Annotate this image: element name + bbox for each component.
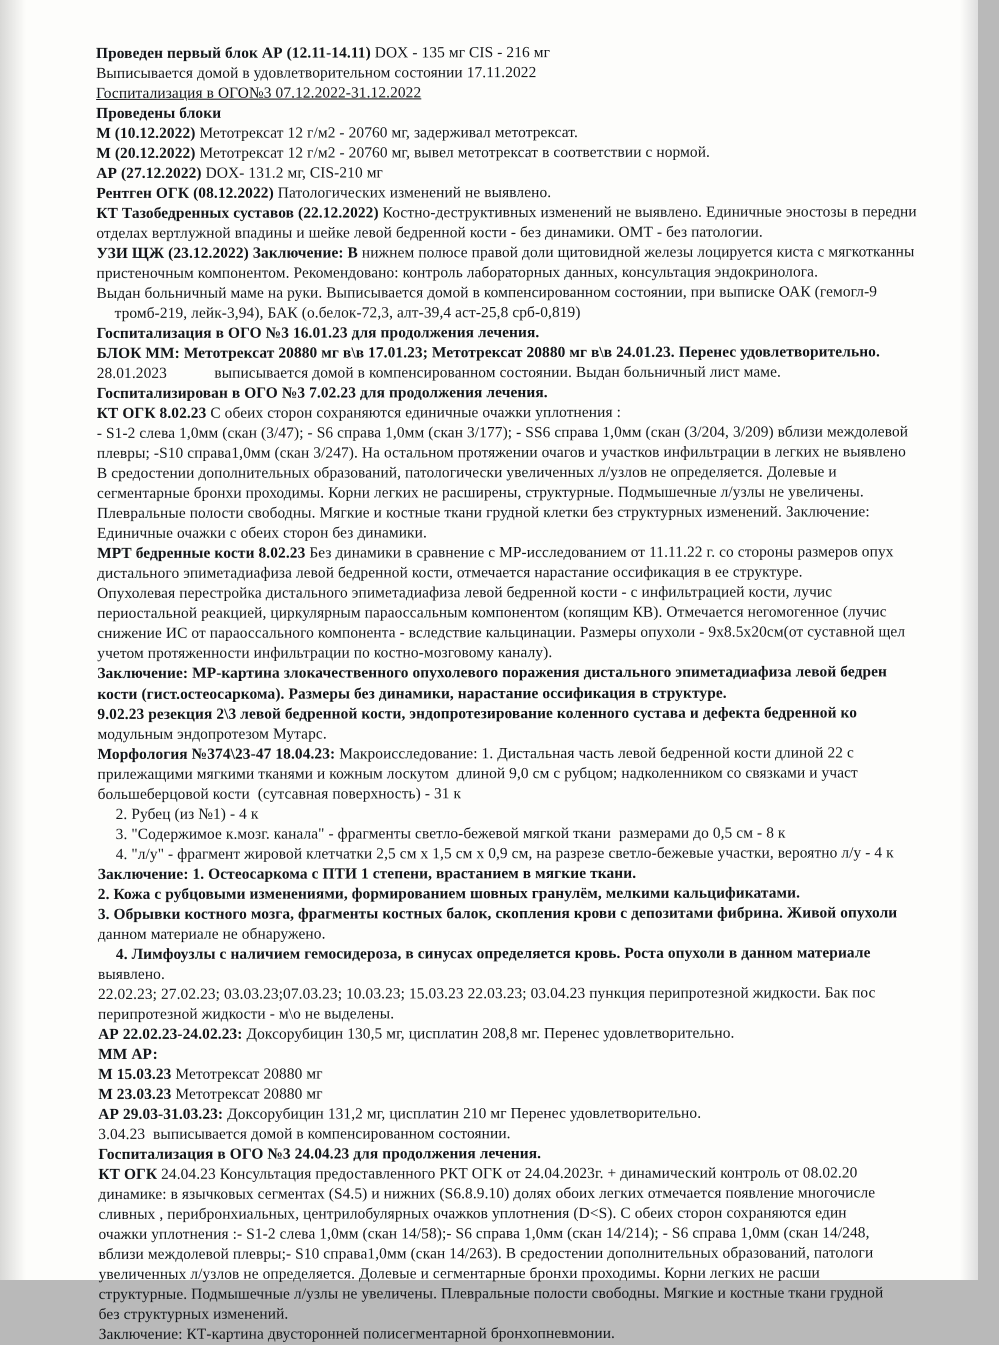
document-line-body-text: Без динамики в сравнение с МР-исследованием от 11.11.22 г. со стороны размеров опух — [305, 543, 894, 562]
document-body — [96, 42, 999, 1345]
document-line — [96, 202, 996, 224]
document-line — [96, 162, 996, 184]
document-line: Заключение: МР-картина злокачественного опухолевого поражения дистального эпиметадиафиза левой бедрен — [97, 663, 888, 683]
document-line: Выписывается домой в удовлетворительном состоянии 17.11.2022 — [96, 64, 537, 83]
document-line — [98, 1063, 998, 1085]
document-line: вблизи междолевой плевры;- S10 справа1,0мм (скан 14/263). В средостении дополнительных образований, патологи — [98, 1244, 874, 1263]
document-line: тромб-219, лейк-3,94), БАК (о.белок-72,3, алт-39,4 аст-25,8 срб-0,819) — [114, 304, 581, 323]
document-line-heading-text: КТ ОГК 8.02.23 — [96, 405, 207, 423]
document-line: Госпитализация в ОГО №3 24.04.23 для продолжения лечения. — [98, 1144, 542, 1163]
document-line-body-text: Патологических изменений не выявлено. — [273, 184, 552, 202]
document-line-body-text: С обеих сторон сохраняются единичные очажки уплотнения : — [206, 404, 621, 423]
document-line-heading-text: М (20.12.2022) — [96, 144, 196, 163]
document-line: большеберцовой кости (сутсавная поверхность) - 31 к — [97, 784, 462, 803]
document-line: дистального эпиметадиафиза левой бедренной кости, отмечается нарастание оссификация в ее структуре. — [97, 563, 803, 583]
document-line: Заключение: 1. Остеосаркома с ПТИ 1 степени, врастанием в мягкие ткани. — [97, 864, 637, 883]
document-line: 4. "л/у" - фрагмент жировой клетчатки 2,5 см х 1,5 см х 0,9 см, на разрезе светло-бежевые участки, вероятно л/у - 4 к — [115, 843, 894, 863]
document-line: периостальной реакцией, циркулярным параоссальным компонентом (копящим КВ). Отмечается негомогенное (лучис — [97, 603, 887, 623]
document-line: БЛОК ММ: Метотрексат 20880 мг в\в 17.01.23; Метотрексат 20880 мг в\в 24.01.23. Перенес удовлетворительно. — [96, 343, 880, 363]
document-line: прилежащими мягкими тканями и кожным лоскутом длиной 9,0 см с рубцом; надколенником со связками и участ — [97, 763, 858, 783]
document-line: данном материале не обнаружено. — [97, 925, 326, 943]
document-line: - S1-2 слева 1,0мм (скан (3/47); - S6 справа 1,0мм (скан 3/177); - SS6 справа 1,0мм (скан (3/204, 3/209) вблизи междолевой — [96, 423, 909, 443]
document-line-heading-text: КТ Тазобедренных суставов (22.12.2022) — [96, 204, 379, 223]
document-line: отделах вертлужной впадины и шейке левой бедренной кости - без динамики. ОМТ - без патологии. — [96, 223, 763, 243]
document-line-heading-text: М 15.03.23 — [98, 1065, 172, 1083]
document-line: модульным эндопротезом Мутарс. — [97, 725, 327, 743]
document-line: 28.01.2023 выписывается домой в компенсированном состоянии. Выдан больничный лист маме. — [96, 363, 782, 383]
document-line: без структурных изменений. — [98, 1305, 289, 1323]
document-line-heading-text: МРТ бедренные кости 8.02.23 — [97, 544, 306, 563]
document-line: кости (гист.остеосаркома). Размеры без динамики, нарастание оссификация в структуре. — [97, 684, 727, 703]
document-line-body-text: Метотрексат 12 г/м2 - 20760 мг, вывел метотрексат в соответствии с нормой. — [195, 143, 711, 162]
document-line: плевры; -S10 справа1,0мм (скан 3/247). На остальном протяжении очагов и участков инфильтрации в легких не выявлено — [96, 443, 906, 463]
document-line-body-text: нижнем полюсе правой доли щитовидной железы лоцируется киста с мягкотканны — [357, 243, 915, 262]
document-line: Опухолевая перестройка дистального эпиметадиафиза левой бедренной кости - с инфильтрацией кости, лучис — [97, 583, 833, 603]
document-line: выявлено. — [97, 965, 165, 983]
document-line: 22.02.23; 27.02.23; 03.03.23;07.03.23; 10.03.23; 15.03.23 22.03.23; 03.04.23 пункция перипротезной жидкости. Бак пос — [97, 984, 876, 1003]
document-line-body-text: Доксорубицин 131,2 мг, цисплатин 210 мг Перенес удовлетворительно. — [223, 1104, 702, 1123]
document-line: снижение ИС от параоссального компонента - вследствие кальцинации. Размеры опухоли - 9х8.5х20см(от суставной щел — [97, 623, 906, 643]
document-line: структурные. Подмышечные л/узлы не увеличены. Плевральные полости свободны. Мягкие и костные ткани грудной — [98, 1284, 884, 1303]
document-line: перипротезной жидкости - м\о не выделены. — [98, 1005, 395, 1023]
document-line: Проведены блоки — [96, 104, 222, 123]
document-line: ММ АР: — [98, 1045, 158, 1063]
document-line: 3. "Содержимое к.мозг. канала" - фрагменты светло-бежевой мягкой ткани размерами до 0,5 см - 8 к — [115, 824, 786, 843]
document-line: Плевральные полости свободны. Мягкие и костные ткани грудной клетки без структурных изменений. Заключение: — [96, 503, 870, 523]
document-line-body-text: Метотрексат 20880 мг — [171, 1065, 323, 1083]
document-line — [96, 142, 996, 164]
document-line-body-text: Костно-деструктивных изменений не выявлено. Единичные эностозы в передни — [378, 203, 917, 222]
document-line — [98, 1103, 998, 1125]
document-line-heading-text: Морфология №374\23-47 18.04.23: — [97, 745, 336, 763]
document-line: 2. Кожа с рубцовыми изменениями, формированием шовных гранулём, мелкими кальцификатами. — [97, 884, 801, 903]
document-line-heading-text: М (10.12.2022) — [96, 124, 196, 143]
document-line — [98, 1083, 998, 1105]
document-line: Госпитализирован в ОГО №3 7.02.23 для продолжения лечения. — [96, 384, 548, 403]
document-line: пристеночным компонентом. Рекомендовано: контроль лабораторных данных, консультация эндокринолога. — [96, 263, 819, 283]
document-line: динамике: в язычковых сегментах (S4.5) и нижних (S6.8.9.10) долях обоих легких отмечается появление многочисле — [98, 1184, 876, 1203]
document-line-body-text: DOX - 135 мг CIS - 216 мг — [370, 44, 551, 62]
document-line — [97, 543, 997, 565]
document-line: сегментарные бронхи проходимы. Корни легких не расширены, структурные. Подмышечные л/узлы не увеличены. — [96, 483, 864, 503]
document-line — [96, 242, 996, 264]
document-line: 2. Рубец (из №1) - 4 к — [115, 805, 259, 823]
document-line-body-text: Метотрексат 20880 мг — [171, 1085, 323, 1103]
document-line: В средостении дополнительных образований, патологически увеличенных л/узлов не определяется. Долевые и — [96, 463, 837, 483]
document-line-heading-text: М 23.03.23 — [98, 1085, 172, 1103]
document-line-underlined-text: Госпитализация в ОГО№3 07.12.2022-31.12.2022 — [96, 84, 422, 103]
document-line — [96, 82, 996, 104]
document-line: сливных , перибронхиальных, центрилобулярных очажков уплотнения (D<S). С обеих сторон сохраняются един — [98, 1204, 847, 1223]
document-line-heading-text: Проведен первый блок АР (12.11-14.11) — [96, 44, 371, 62]
document-line: Заключение: КТ-картина двусторонней полисегментарной бронхопневмонии. — [98, 1324, 616, 1343]
document-line — [97, 743, 997, 765]
document-line — [96, 42, 996, 64]
document-line-body-text: 24.04.23 Консультация предоставленного РКТ ОГК от 24.04.2023г. + динамический контроль от 08.02.20 — [157, 1164, 858, 1183]
document-line: Выдан больничный маме на руки. Выписывается домой в компенсированном состоянии, при выписке ОАК (гемогл-9 — [96, 283, 878, 303]
document-line — [96, 122, 996, 144]
document-line — [98, 1163, 998, 1185]
document-line-heading-text: УЗИ ЩЖ (23.12.2022) Заключение: В — [96, 244, 358, 263]
document-line: 3. Обрывки костного мозга, фрагменты костных балок, скопления крови с депозитами фибрина. Живой опухоли — [97, 903, 898, 923]
document-line-heading-text: Рентген ОГК (08.12.2022) — [96, 184, 274, 203]
document-line: Госпитализация в ОГО №3 16.01.23 для продолжения лечения. — [96, 324, 540, 343]
document-line: 9.02.23 резекция 2\3 левой бедренной кости, эндопротезирование коленного сустава и дефекта бедренной ко — [97, 703, 858, 723]
document-line-heading-text: АР 22.02.23-24.02.23: — [98, 1025, 243, 1043]
document-line: 4. Лимфоузлы с наличием гемосидероза, в синусах определяется кровь. Роста опухоли в данном материале — [115, 944, 871, 963]
document-line: 3.04.23 выписывается домой в компенсированном состоянии. — [98, 1124, 511, 1143]
document-line-body-text: DOX- 131.2 мг, CIS-210 мг — [201, 164, 383, 182]
document-line: учетом протяженности инфильтрации по костно-мозговому каналу). — [97, 644, 553, 663]
document-line-body-text: Метотрексат 12 г/м2 - 20760 мг, задерживал метотрексат. — [195, 124, 578, 142]
document-line-heading-text: КТ ОГК — [98, 1165, 158, 1183]
document-line — [97, 402, 997, 424]
document-line-heading-text: АР (27.12.2022) — [96, 164, 202, 183]
document-line: очажки уплотнения :- S1-2 слева 1,0мм (скан 14/58);- S6 справа 1,0мм (скан 14/214); - S6 справа 1,0мм (скан 14/248, — [98, 1224, 870, 1243]
document-line-heading-text: АР 29.03-31.03.23: — [98, 1105, 224, 1123]
document-line: увеличенных л/узлов не определяется. Долевые и сегментарные бронхи проходимы. Корни легких не расши — [98, 1264, 820, 1283]
document-line: Единичные очажки с обеих сторон без динамики. — [97, 524, 427, 543]
document-line — [98, 1023, 998, 1045]
document-line-body-text: Макроисследование: 1. Дистальная часть левой бедренной кости длиной 22 с — [335, 743, 854, 763]
document-line — [96, 182, 996, 204]
document-line-body-text: Доксорубицин 130,5 мг, цисплатин 208,8 мг. Перенес удовлетворительно. — [242, 1024, 735, 1043]
